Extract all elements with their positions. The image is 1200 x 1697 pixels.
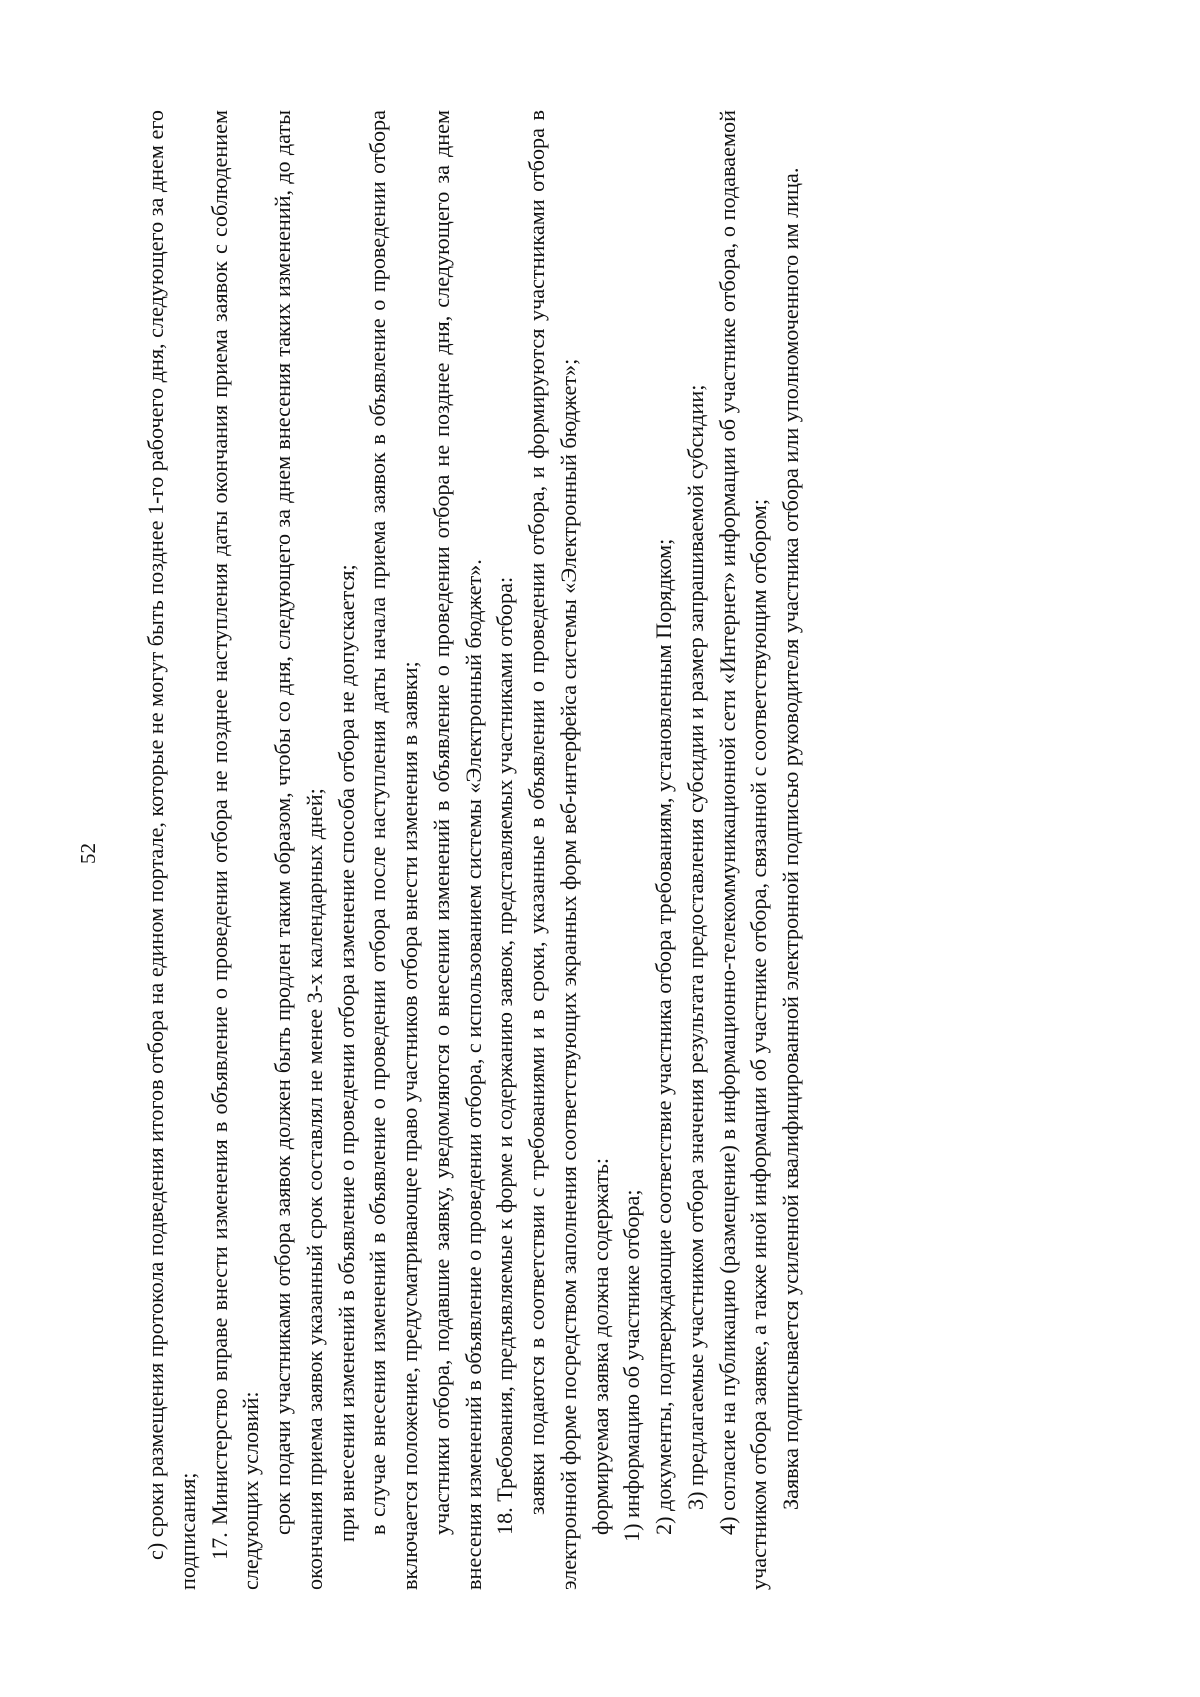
paragraph-9: формируемая заявка должна содержать: <box>587 1157 613 1535</box>
paragraph-2: 17. Министерство вправе внести изменения в объявление о проведении отбора не позднее наступления даты окончания приема заявок с соблюдением следующих условий: <box>206 110 264 1590</box>
paragraph-1: с) сроки размещения протокола подведения итогов отбора на едином портале, которые не могут быть позднее 1-го рабочего дня, следующего за днем его подписания; <box>143 110 200 1590</box>
paragraph-6: участники отбора, подавшие заявку, уведомляются о внесении изменений в объявление о проведении отбора не позднее дня, следующего за днем внесения изменений в объявление о проведении отбора, с использованием системы «Электронный бюджет». <box>428 110 486 1590</box>
paragraph-10: 1) информацию об участнике отбора; <box>619 1189 645 1542</box>
paragraph-13: 4) согласие на публикацию (размещение) в информационно-телекоммуникационной сети «Интернет» информации об участнике отбора, о подаваемой участником отбора заявке, а также иной информации об участнике отбора, связанной с соответствующим отбором; <box>714 110 772 1590</box>
paragraph-4: при внесении изменений в объявление о проведении отбора изменение способа отбора не допускается; <box>333 564 359 1542</box>
paragraph-3: срок подачи участниками отбора заявок должен быть продлен таким образом, чтобы со дня, следующего за днем внесения таких изменений, до даты окончания приема заявок указанный срок составлял не менее 3-х календарных дней; <box>270 110 327 1590</box>
paragraph-14: Заявка подписывается усиленной квалифицированной электронной подписью руководителя участника отбора или уполномоченного им лица. <box>778 167 803 1510</box>
document-body <box>140 110 807 1590</box>
page-number: 52 <box>76 843 100 864</box>
paragraph-11: 2) документы, подтверждающие соответствие участника отбора требованиям, установленным Порядком; <box>651 538 676 1535</box>
paragraph-8: заявки подаются в соответствии с требованиями и в сроки, указанные в объявлении о проведении отбора, и формируются участниками отбора в электронной форме посредством заполнения соответствующих экранных форм веб-интерфейса системы «Электронный бюджет»; <box>524 110 581 1590</box>
paragraph-7: 18. Требования, предъявляемые к форме и содержанию заявок, представляемых участниками отбора: <box>492 576 518 1535</box>
paragraph-12: 3) предлагаемые участником отбора значения результата предоставления субсидии и размер запрашиваемой субсидии; <box>682 384 708 1510</box>
paragraph-5: в случае внесения изменений в объявление о проведении отбора после наступления даты начала приема заявок в объявление о проведении отбора включается положение, предусматривающее право участников отбора внести изменения в заявки; <box>365 110 422 1590</box>
